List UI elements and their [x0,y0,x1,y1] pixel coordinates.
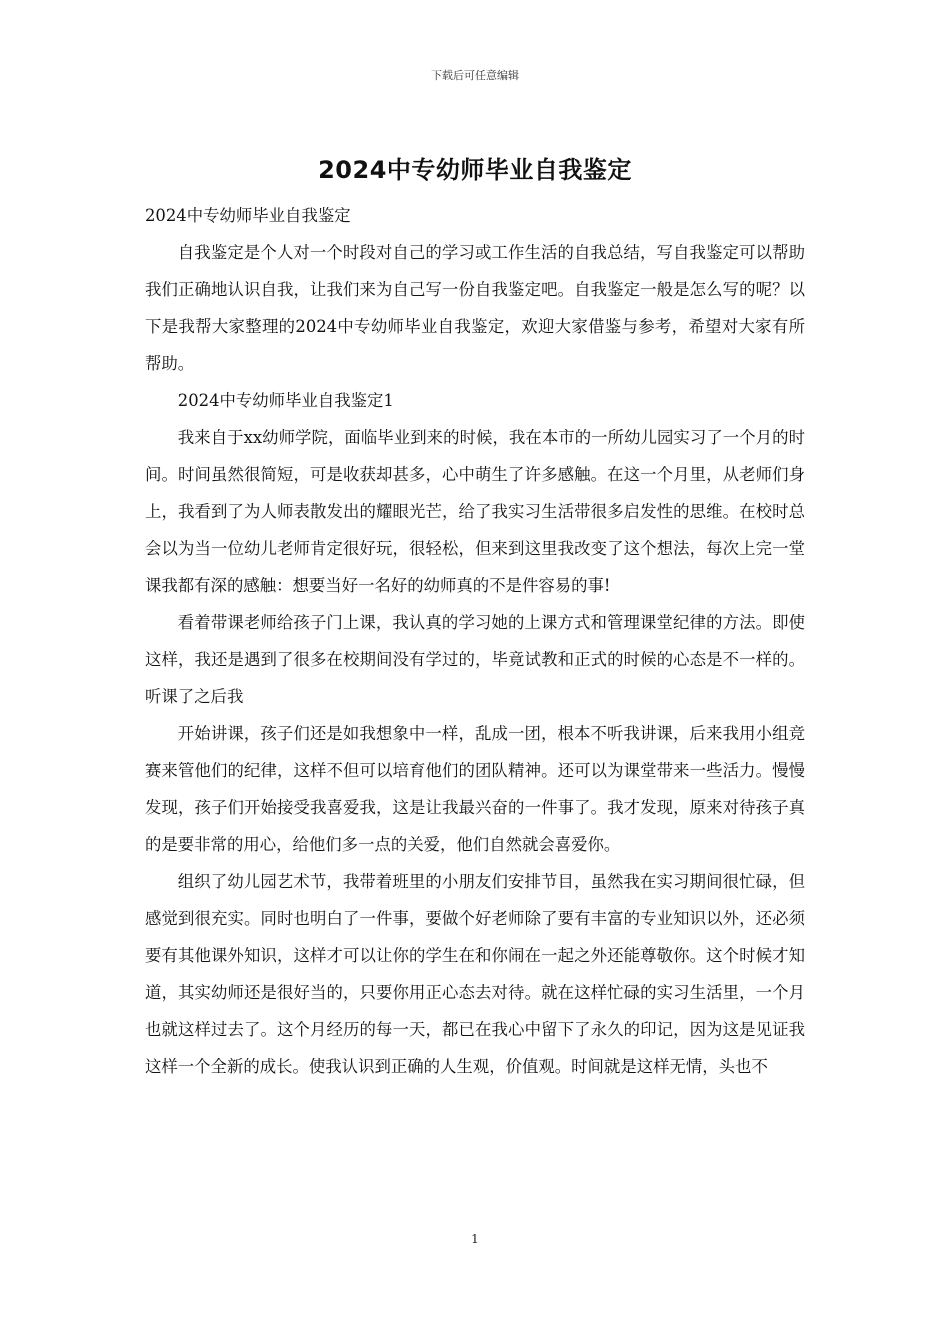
subtitle-paragraph: 2024中专幼师毕业自我鉴定 [145,206,351,225]
body-paragraph: 组织了幼儿园艺术节，我带着班里的小朋友们安排节目，虽然我在实习期间很忙碌，但感觉到很充实。同时也明白了一件事，要做个好老师除了要有丰富的专业知识以外，还必须要有其他课外知识，这样才可以让你的学生在和你闹在一起之外还能尊敬你。这个时候才知道，其实幼师还是很好当的，只要你用正心态去对待。就在这样忙碌的实习生活里，一个月也就这样过去了。这个月经历的每一天，都已在我心中留下了永久的印记，因为这是见证我这样一个全新的成长。使我认识到正确的人生观，价值观。时间就是这样无情，头也不 [145,872,805,1076]
header-note: 下载后可任意编辑 [431,69,519,82]
body-paragraph: 看着带课老师给孩子门上课，我认真的学习她的上课方式和管理课堂纪律的方法。即使这样，我还是遇到了很多在校期间没有学过的，毕竟试教和正式的时候的心态是不一样的。听课了之后我 [145,613,805,706]
document-title: 2024中专幼师毕业自我鉴定 [318,156,632,184]
body-paragraph: 我来自于xx幼师学院，面临毕业到来的时候，我在本市的一所幼儿园实习了一个月的时间。时间虽然很简短，可是收获却甚多，心中萌生了许多感触。在这一个月里，从老师们身上，我看到了为人师表散发出的耀眼光芒，给了我实习生活带很多启发性的思维。在校时总会以为当一位幼儿老师肯定很好玩，很轻松，但来到这里我改变了这个想法，每次上完一堂课我都有深的感触：想要当好一名好的幼师真的不是件容易的事! [145,428,805,595]
intro-paragraph: 自我鉴定是个人对一个时段对自己的学习或工作生活的自我总结，写自我鉴定可以帮助我们正确地认识自我，让我们来为自己写一份自我鉴定吧。自我鉴定一般是怎么写的呢？以下是我帮大家整理的2024中专幼师毕业自我鉴定，欢迎大家借鉴与参考，希望对大家有所帮助。 [145,243,805,373]
section-heading: 2024中专幼师毕业自我鉴定1 [177,391,394,410]
document-body [145,197,805,1085]
page-number: 1 [471,1232,479,1246]
body-paragraph: 开始讲课，孩子们还是如我想象中一样，乱成一团，根本不听我讲课，后来我用小组竞赛来管他们的纪律，这样不但可以培育他们的团队精神。还可以为课堂带来一些活力。慢慢发现，孩子们开始接受我喜爱我，这是让我最兴奋的一件事了。我才发现，原来对待孩子真的是要非常的用心，给他们多一点的关爱，他们自然就会喜爱你。 [145,724,805,854]
